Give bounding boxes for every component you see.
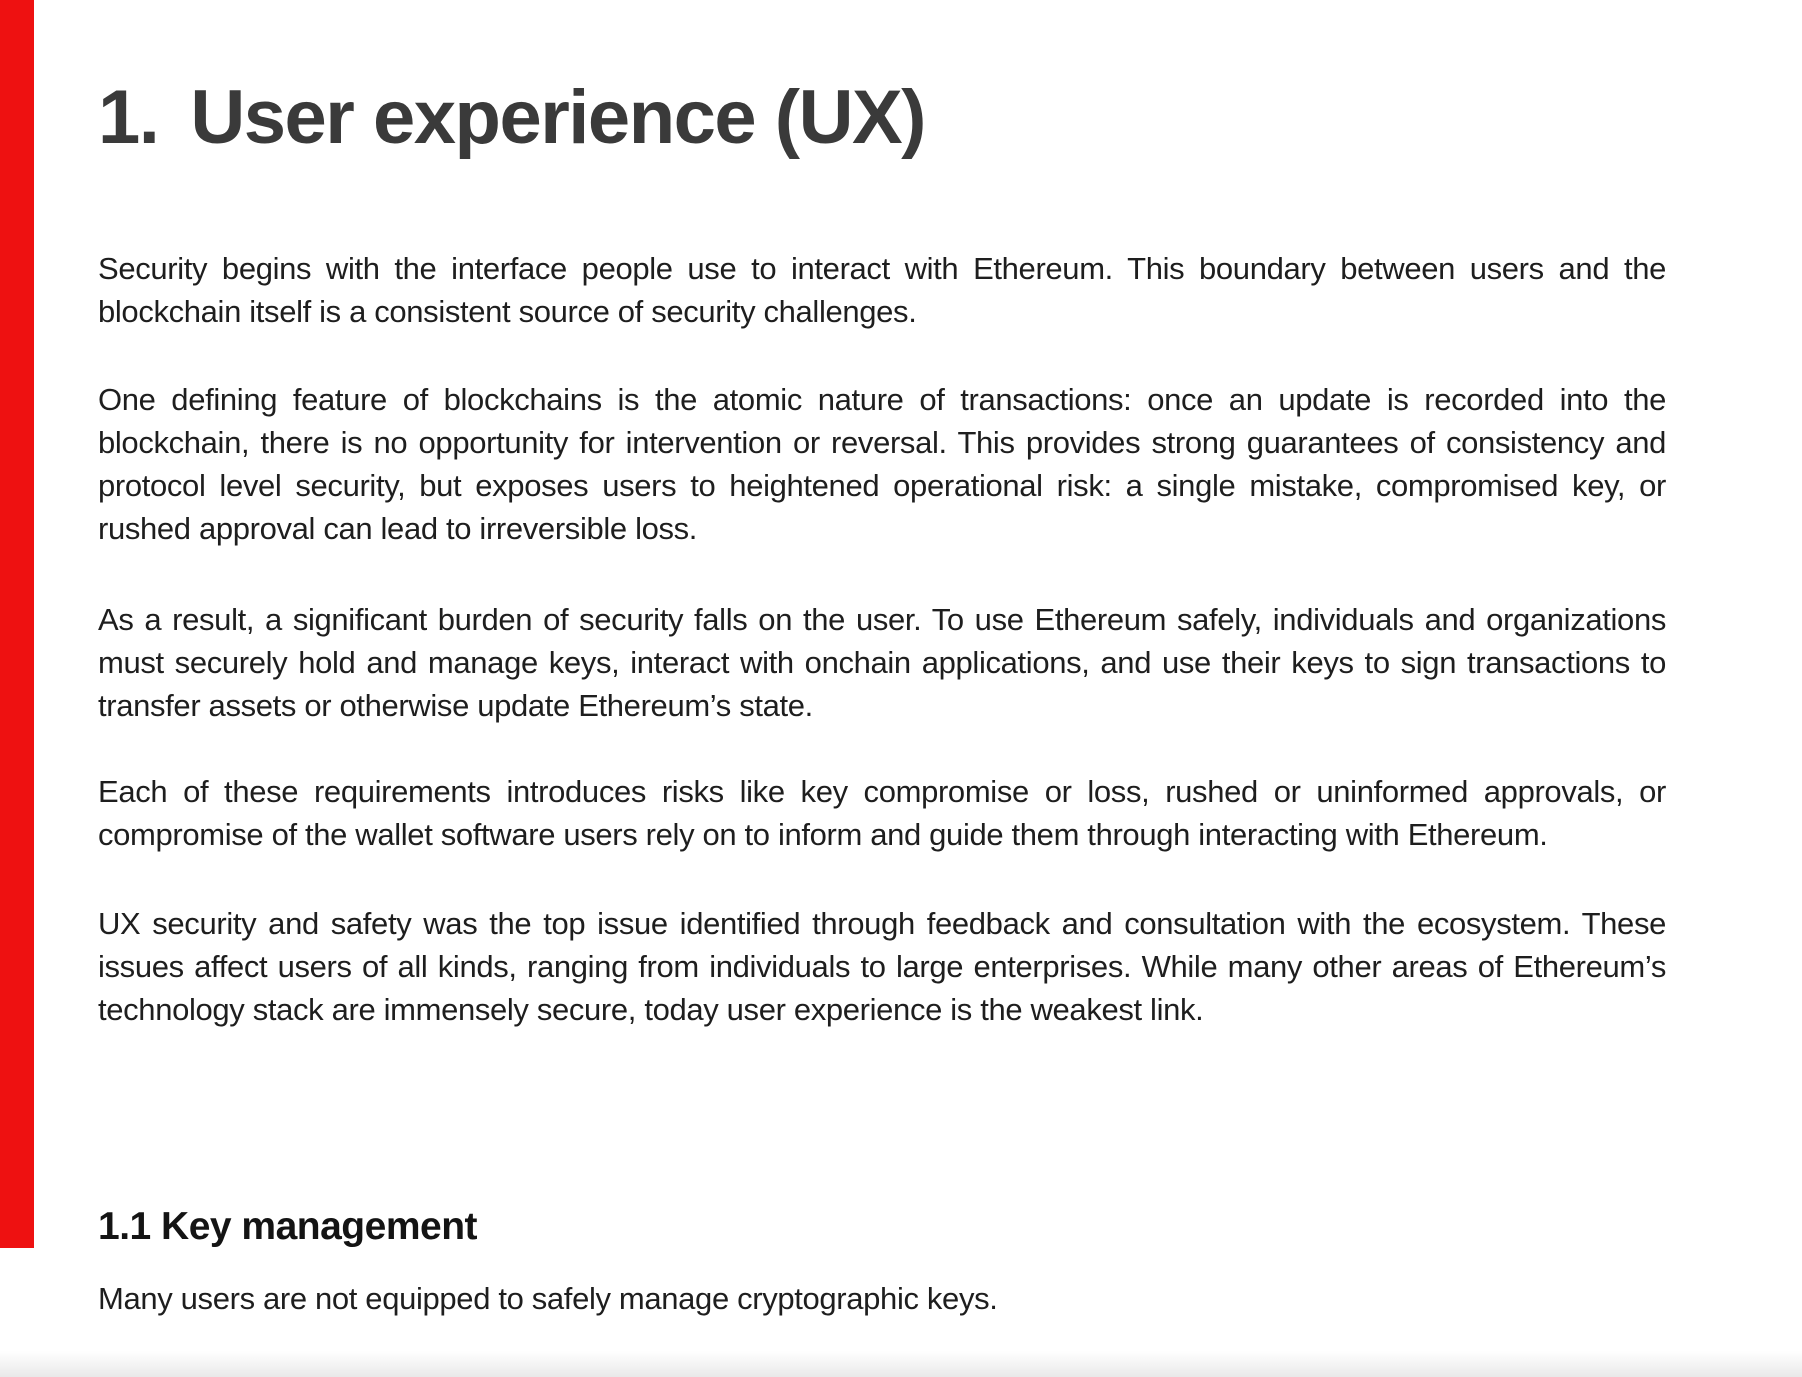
paragraph-key-management-lead: Many users are not equipped to safely manage cryptographic keys. [98, 1281, 998, 1316]
paragraph-requirement-risks: Each of these requirements introduces risks like key compromise or loss, rushed or uninformed approvals, or compromise of the wallet software users rely on to inform and guide them through interacting with Ethereum. [98, 774, 1666, 852]
document-content [98, 0, 1666, 1320]
section-heading [98, 72, 1666, 164]
page-bottom-edge [0, 1351, 1802, 1377]
paragraph-security-begins: Security begins with the interface people use to interact with Ethereum. This boundary between users and the blockchain itself is a consistent source of security challenges. [98, 251, 1666, 329]
section-number: 1. [98, 75, 159, 160]
subsection-heading: 1.1 Key management [98, 1205, 478, 1248]
paragraph-ux-top-issue: UX security and safety was the top issue identified through feedback and consultation with the ecosystem. These issues affect users of all kinds, ranging from individuals to large enterprises. While many other areas of Ethereum’s technology stack are immensely secure, today user experience is the weakest link. [98, 906, 1666, 1027]
left-accent-bar [0, 0, 34, 1248]
paragraph-atomic-transactions: One defining feature of blockchains is the atomic nature of transactions: once an update is recorded into the blockchain, there is no opportunity for intervention or reversal. This provides strong guarantees of consistency and protocol level security, but exposes users to heightened operational risk: a single mistake, compromised key, or rushed approval can lead to irreversible loss. [98, 382, 1666, 546]
section-title-text: User experience (UX) [190, 75, 925, 160]
paragraph-burden-on-user: As a result, a significant burden of security falls on the user. To use Ethereum safely, individuals and organizations must securely hold and manage keys, interact with onchain applications, and use their keys to sign transactions to transfer assets or otherwise update Ethereum’s state. [98, 602, 1666, 723]
